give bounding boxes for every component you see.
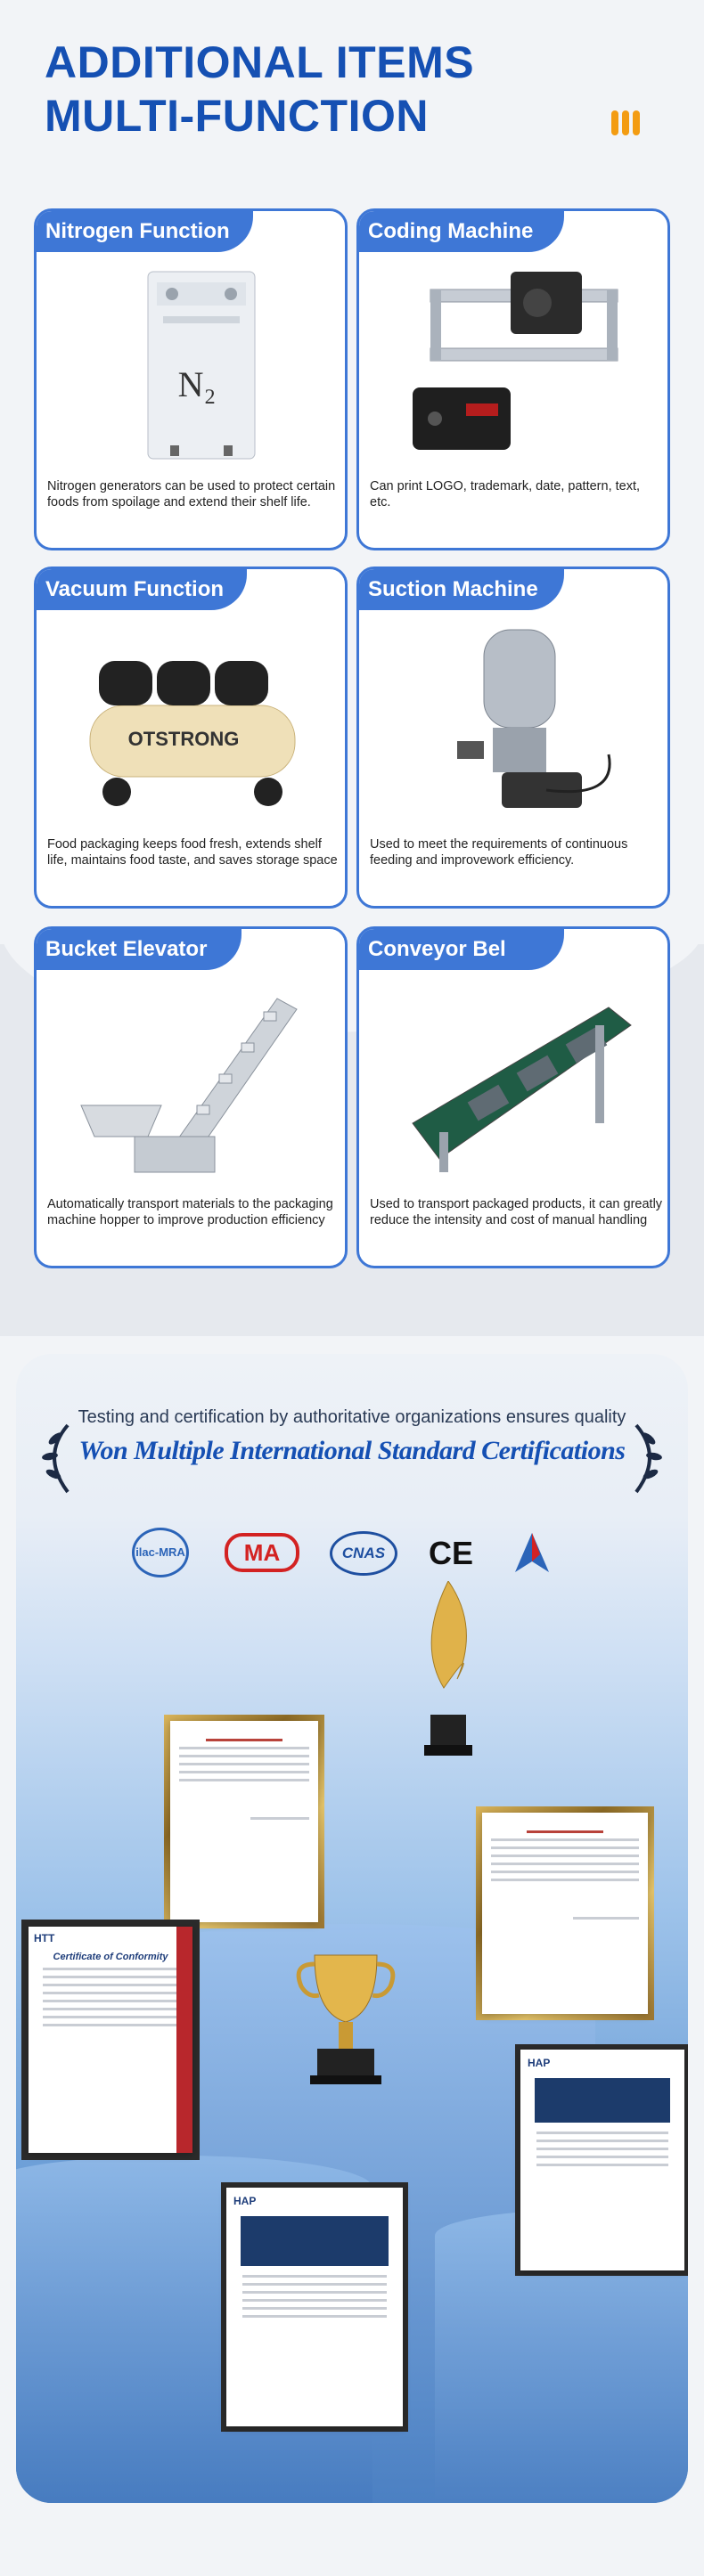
cert-logos xyxy=(132,1528,577,1581)
card-title: Nitrogen Function xyxy=(37,211,253,252)
conveyor-belt-image xyxy=(386,981,644,1184)
hap-report-1 xyxy=(515,2044,688,2276)
n2-label: N₂ xyxy=(177,364,217,404)
patent-certificate-2 xyxy=(476,1806,654,2020)
certification-section xyxy=(16,1354,688,2503)
htt-certificate xyxy=(21,1920,200,2160)
htt-title: Certificate of Conformity xyxy=(53,1952,168,1962)
card-title: Vacuum Function xyxy=(37,569,247,610)
cert-subtitle: Testing and certification by authoritative organizations ensures quality xyxy=(78,1407,626,1427)
ce-logo: CE xyxy=(428,1535,473,1571)
htt-brand: HTT xyxy=(34,1932,55,1944)
coding-machine-image xyxy=(386,263,644,466)
patent-logo-icon xyxy=(504,1529,560,1577)
ilac-mra-logo: ilac-MRA xyxy=(132,1528,189,1577)
trophy-flame-icon xyxy=(408,1581,488,1759)
page-title xyxy=(45,36,474,143)
card-suction xyxy=(356,567,670,909)
hap-brand-1: HAP xyxy=(528,2057,551,2069)
card-vacuum xyxy=(34,567,348,909)
card-title: Conveyor Bel xyxy=(359,929,564,970)
card-conveyor xyxy=(356,926,670,1268)
card-description: Automatically transport materials to the packaging machine hopper to improve production efficiency xyxy=(47,1197,333,1227)
card-description: Food packaging keeps food fresh, extends shelf life, maintains food taste, and saves storage space xyxy=(47,837,338,868)
card-nitrogen xyxy=(34,208,348,550)
card-title: Suction Machine xyxy=(359,569,564,610)
laurel-left-icon xyxy=(32,1416,86,1496)
vacuum-compressor-image xyxy=(63,621,322,824)
hap-report-2 xyxy=(221,2182,408,2432)
card-bucket-elevator xyxy=(34,926,348,1268)
card-description: Used to transport packaged products, it can greatly reduce the intensity and cost of manual handling xyxy=(370,1197,663,1227)
suction-machine-image xyxy=(386,621,644,824)
title-line-2: MULTI-FUNCTION xyxy=(45,91,429,141)
ma-logo: MA xyxy=(225,1533,299,1572)
laurel-right-icon xyxy=(618,1416,672,1496)
card-title: Coding Machine xyxy=(359,211,564,252)
bucket-elevator-image xyxy=(63,981,322,1184)
nitrogen-generator-image xyxy=(63,263,322,466)
brand-label: OTSTRONG xyxy=(127,728,240,750)
card-description: Nitrogen generators can be used to protect certain foods from spoilage and extend their shelf life. xyxy=(47,479,336,509)
hap-brand-2: HAP xyxy=(233,2195,257,2207)
title-line-1: ADDITIONAL ITEMS xyxy=(45,37,475,87)
card-title: Bucket Elevator xyxy=(37,929,241,970)
card-description: Can print LOGO, trademark, date, pattern, text, etc. xyxy=(370,479,641,509)
trophy-cup-icon xyxy=(283,1946,408,2089)
patent-certificate-1 xyxy=(164,1715,324,1928)
cnas-logo: CNAS xyxy=(330,1531,397,1576)
card-description: Used to meet the requirements of continuous feeding and improvework efficiency. xyxy=(370,837,628,868)
card-coding xyxy=(356,208,670,550)
decor-bars-icon xyxy=(611,110,640,135)
cert-title: Won Multiple International Standard Certifications xyxy=(78,1436,626,1465)
